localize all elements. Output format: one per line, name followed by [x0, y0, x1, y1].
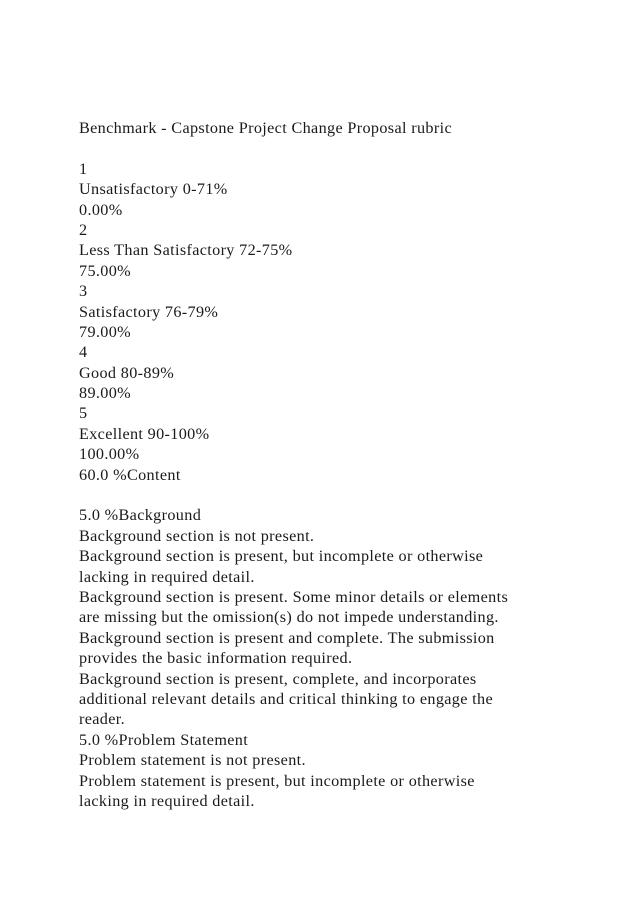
level-name: Excellent 90-100% — [79, 424, 210, 443]
level-number: 5 — [79, 404, 88, 423]
criterion-text-line: lacking in required detail. — [79, 791, 255, 810]
criterion-text-line: Background section is present, but incomplete or otherwise — [79, 547, 484, 566]
level-name: Good 80-89% — [79, 363, 175, 382]
level-percent: 100.00% — [79, 445, 140, 464]
criterion-text-line: Background section is not present. — [79, 526, 315, 545]
level-percent: 89.00% — [79, 384, 132, 403]
content-heading: 60.0 %Content — [79, 465, 181, 484]
level-name: Satisfactory 76-79% — [79, 302, 219, 321]
criterion-text-line: Problem statement is present, but incomplete or otherwise — [79, 771, 475, 790]
level-name: Less Than Satisfactory 72-75% — [79, 241, 293, 260]
level-percent: 0.00% — [79, 200, 123, 219]
level-number: 1 — [79, 159, 88, 178]
level-name: Unsatisfactory 0-71% — [79, 180, 228, 199]
spacer — [79, 485, 579, 505]
problem-statement-criterion — [79, 730, 579, 812]
spacer — [79, 138, 579, 158]
criterion-text-line: reader. — [79, 710, 126, 729]
criterion-text-line: Background section is present, complete, and incorporates — [79, 669, 477, 688]
criterion-text-line: are missing but the omission(s) do not impede understanding. — [79, 608, 499, 627]
criterion-heading: 5.0 %Background — [79, 506, 202, 525]
criterion-heading: 5.0 %Problem Statement — [79, 730, 249, 749]
background-criterion — [79, 505, 579, 729]
rubric-levels — [79, 159, 579, 465]
level-number: 3 — [79, 282, 88, 301]
criterion-text-line: Problem statement is not present. — [79, 751, 306, 770]
level-number: 4 — [79, 343, 88, 362]
criterion-text-line: provides the basic information required. — [79, 649, 353, 668]
level-number: 2 — [79, 220, 88, 239]
criterion-text-line: lacking in required detail. — [79, 567, 255, 586]
criterion-text-line: additional relevant details and critical thinking to engage the — [79, 689, 494, 708]
document-body — [79, 118, 579, 811]
document-title: Benchmark - Capstone Project Change Proposal rubric — [79, 119, 452, 137]
criterion-text-line: Background section is present. Some minor details or elements — [79, 587, 509, 606]
level-percent: 75.00% — [79, 261, 132, 280]
level-percent: 79.00% — [79, 322, 132, 341]
criterion-text-line: Background section is present and complete. The submission — [79, 628, 495, 647]
